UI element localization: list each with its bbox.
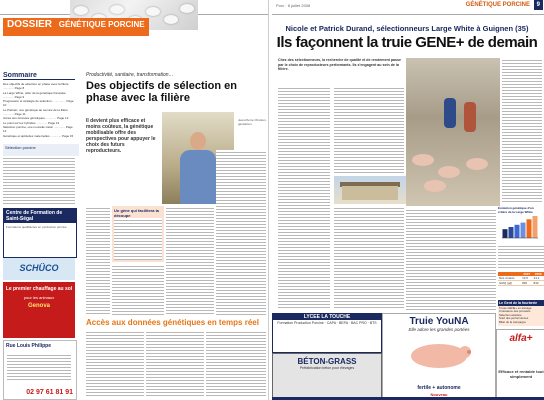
sommaire-item[interactable]: Progression et stratégie de sélection... ............. Page 10 — [3, 99, 74, 108]
right-page — [272, 0, 544, 400]
body-text-column — [334, 86, 404, 174]
portrait-body — [180, 150, 216, 204]
header-meta: Porc · 8 juillet 2008 — [276, 3, 311, 8]
page-number: 9 — [534, 0, 543, 10]
ad-centre-title: Centre de Formation de Saint-Ségal — [4, 209, 76, 223]
lycee-body: Formation Production Porcine · CAPA · BEPA · BAC PRO · BTS — [277, 321, 377, 325]
page-header — [272, 0, 544, 15]
sommaire-item[interactable]: La Large White, pilier de la génétique française ............. Page 9 — [3, 90, 66, 99]
sommaire-item[interactable]: Génétique et aptitudes maternelles ............. Page 15 — [3, 133, 74, 138]
article-kicker: Nicole et Patrick Durand, sélectionneurs Large White à Guignen (35) — [285, 24, 529, 33]
selection-label: Sélection porcine — [3, 144, 79, 156]
sommaire-list — [3, 82, 75, 138]
sidebar-item: Truies GENE+ en élevage — [499, 306, 532, 310]
sommaire-item[interactable]: Sélection porcine, une nouvelle vision ............. Page 14 — [3, 124, 73, 134]
photo-caption: Jean-Pierre Chrétien, généticien — [238, 118, 267, 126]
body-text-column — [166, 206, 214, 316]
body-text-column — [334, 206, 404, 310]
pink-sidebar-title: Un gène qui facilitera la découpe — [114, 208, 159, 218]
lycee-title: LYCÉE LA TOUCHE — [273, 314, 381, 320]
ad-truie[interactable] — [382, 313, 496, 400]
ad-centre-formation[interactable] — [3, 208, 77, 258]
beton-title: BÉTON-GRASS — [297, 357, 357, 366]
sommaire-box — [3, 72, 75, 142]
chart-title: Évolution génétique d'un critère de la Large White — [498, 206, 534, 214]
chart-bar — [527, 219, 532, 238]
ad-chauffage[interactable] — [3, 282, 75, 338]
body-text-column — [502, 58, 542, 204]
ad-schuco[interactable] — [3, 258, 75, 280]
pink-sidebar — [112, 206, 164, 262]
body-text-column — [3, 156, 75, 206]
article-headline: Des objectifs de sélection en phase avec la filière — [86, 80, 237, 104]
farm-photo — [334, 176, 406, 204]
pig-photo — [406, 58, 500, 206]
body-text-column — [86, 206, 110, 316]
section-tag: GÉNÉTIQUE PORCINE — [465, 2, 530, 8]
article-kicker: Productivité, sanitaire, transformation… — [86, 72, 174, 78]
chart-bar — [515, 225, 520, 238]
acces-headline: Accès aux données génétiques en temps réel — [86, 318, 259, 327]
ad-alfa[interactable] — [496, 329, 544, 400]
pink-sidebar-text — [114, 218, 162, 260]
barn-wall — [342, 186, 398, 200]
table-cell: 842 — [533, 281, 544, 286]
chart-bar — [503, 229, 508, 238]
body-text-column — [278, 86, 330, 310]
sommaire-item[interactable]: Le point sur les hybrides ............. Page 13 — [3, 120, 60, 125]
ad-beton[interactable] — [272, 353, 382, 400]
body-text-column — [216, 150, 266, 316]
sommaire-item[interactable]: Le Piétrain, une génétique au service de la filière ............. Page 11 — [3, 107, 68, 117]
sommaire-item[interactable]: Des objectifs de sélection en phase avec la filière ............. Page 8 — [3, 82, 69, 91]
data-table — [498, 272, 544, 296]
ad-red-line2: pour les animaux — [23, 295, 55, 300]
truie-feature: fertile + autonome — [417, 385, 461, 391]
article-intro: Chez des sélectionneurs, la recherche de qualité et de rendement passe par le choix de reproducteurs performants. Ils s'engagent au sein de la filière. — [278, 58, 402, 72]
portrait-head — [190, 132, 206, 150]
sidebar-item: Sélection assistée — [499, 312, 522, 317]
alfa-body: Efficace et rentable tout simplement — [498, 369, 544, 379]
ad-contact[interactable] — [3, 340, 77, 400]
body-text-column — [206, 330, 266, 398]
truie-brand: Truie YouNA — [409, 316, 469, 327]
body-text-column — [86, 330, 144, 398]
alfa-brand: alfa+ — [509, 333, 533, 344]
table-cell: Nés vivants — [498, 276, 521, 281]
contact-text — [7, 353, 71, 381]
body-text-column — [146, 330, 204, 398]
chart-bar — [509, 227, 514, 238]
chart — [498, 212, 542, 242]
table-cell: GMQ (g/j) — [498, 281, 521, 286]
sidebar-list — [499, 307, 543, 324]
table-cell: 14,1 — [533, 276, 544, 281]
body-text-column — [406, 208, 496, 310]
sidebar-title: Le Gent de la fourberie — [498, 300, 544, 306]
sidebar-item: Suivi des performances — [499, 316, 529, 321]
contact-name: Rue Louis Philippe — [6, 343, 52, 349]
beton-body: Préfabrication béton pour élevages — [299, 366, 355, 370]
schuco-logo: SCHÜCO — [19, 263, 59, 273]
article-lead: Il devient plus efficace et moins coûteux, la génétique mobilisable offre des perspectives pour appuyer le choix des futurs reproducteurs. — [86, 118, 156, 154]
dossier-title: DOSSIER — [7, 19, 53, 30]
contact-phone[interactable]: 02 97 61 81 91 — [26, 389, 73, 396]
chart-bar — [533, 216, 538, 238]
dossier-subtitle: GÉNÉTIQUE PORCINE — [58, 20, 145, 29]
sommaire-item[interactable]: Accès aux données génétiques ............. Page 12 — [3, 116, 69, 121]
ad-red-line1: Le premier chauffage au sol — [5, 286, 73, 292]
sommaire-title: Sommaire — [3, 72, 75, 80]
chart-bar — [521, 223, 526, 238]
article-headline: Ils façonnent la truie GENE+ de demain — [276, 34, 538, 51]
body-text-column — [498, 244, 544, 270]
dossier-label — [3, 18, 149, 36]
sidebar-item: Bilan de la campagne — [499, 319, 526, 324]
pig-illustration-icon — [383, 338, 495, 374]
ad-red-brand: Genova — [27, 303, 50, 309]
left-page — [0, 0, 269, 400]
table-row — [498, 281, 544, 286]
table-cell: 826 — [521, 281, 532, 286]
ad-centre-body: Formations qualifiantes en production porcine — [6, 225, 67, 229]
sidebar-box — [498, 300, 544, 326]
chart-svg — [498, 212, 542, 242]
table-header: 2007 — [521, 272, 532, 276]
body-text-column — [112, 264, 164, 316]
table-header: 2008 — [533, 272, 544, 276]
ad-lycee[interactable] — [272, 313, 382, 353]
truie-feature-2: Nouveau — [430, 392, 448, 397]
truie-slogan: Elle adore les grandes portées — [408, 327, 470, 332]
table-cell: 13,5 — [521, 276, 532, 281]
sidebar-item: Croissance des porcelets — [499, 309, 531, 314]
